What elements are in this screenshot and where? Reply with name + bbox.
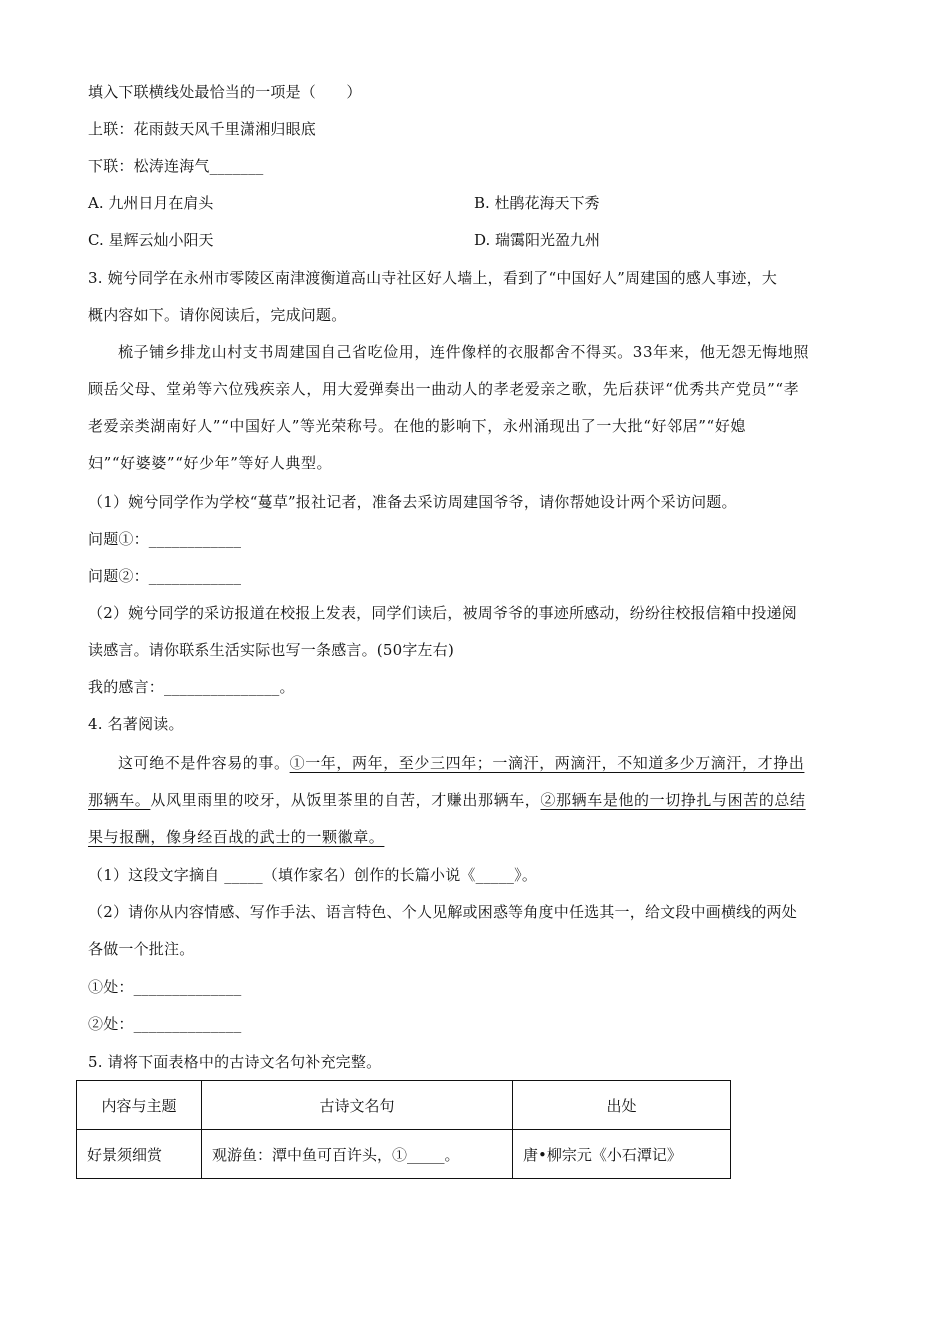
q2-option-a: A. 九州日月在肩头 bbox=[88, 194, 214, 212]
poetry-table bbox=[76, 1080, 731, 1179]
table-cell: 唐•柳宗元《小石潭记》 bbox=[513, 1130, 731, 1179]
q2-option-d: D. 瑞霭阳光盈九州 bbox=[474, 231, 601, 249]
q3-passage-line: 老爱亲类湖南好人”“中国好人”等光荣称号。在他的影响下，永州涌现出了一大批“好邻居”“好媳 bbox=[88, 417, 747, 435]
q4-underlined-2: ②那辆车是他的一切挣扎与困苦的总结 bbox=[540, 791, 806, 809]
q3-question-1: 问题①：____________ bbox=[88, 530, 242, 548]
q3-stem-cont: 概内容如下。请你阅读后，完成问题。 bbox=[88, 306, 347, 324]
q2-upper-couplet: 上联：花雨鼓天风千里潇湘归眼底 bbox=[88, 120, 317, 138]
q2-option-b: B. 杜鹃花海天下秀 bbox=[474, 194, 600, 212]
table-header-row bbox=[77, 1081, 731, 1130]
table-header-cell: 出处 bbox=[513, 1081, 731, 1130]
table-header-cell: 内容与主题 bbox=[77, 1081, 202, 1130]
q3-sub2-cont: 读感言。请你联系生活实际也写一条感言。(50字左右) bbox=[88, 641, 454, 659]
q4-passage-line-1 bbox=[118, 753, 804, 773]
q3-passage-line: 梳子铺乡排龙山村支书周建国自己省吃俭用，连件像样的衣服都舍不得买。33年来，他无怨无悔地照 bbox=[118, 343, 810, 361]
q3-sub2: （2）婉兮同学的采访报道在校报上发表，同学们读后，被周爷爷的事迹所感动，纷纷往校报信箱中投递阅 bbox=[88, 604, 797, 622]
q4-underlined-2-end: 果与报酬，像身经百战的武士的一颗徽章。 bbox=[88, 828, 385, 846]
q3-feeling: 我的感言：_______________。 bbox=[88, 678, 295, 696]
q4-passage-text: 这可绝不是件容易的事。 bbox=[118, 754, 290, 772]
table-row bbox=[77, 1130, 731, 1179]
q4-sub1: （1）这段文字摘自 _____（填作家名）创作的长篇小说《_____》。 bbox=[88, 866, 538, 884]
q3-passage-line: 妇”“好婆婆”“好少年”等好人典型。 bbox=[88, 454, 333, 472]
q4-passage-line-2 bbox=[88, 790, 806, 810]
q2-option-c: C. 星辉云灿小阳天 bbox=[88, 231, 214, 249]
q3-passage-line: 顾岳父母、堂弟等六位残疾亲人，用大爱弹奏出一曲动人的孝老爱亲之歌，先后获评“优秀共产党员”“孝 bbox=[88, 380, 800, 398]
q4-note-1: ①处：______________ bbox=[88, 978, 242, 996]
table-cell: 好景须细赏 bbox=[77, 1130, 202, 1179]
q4-underlined-1-end: 那辆车。 bbox=[88, 791, 151, 809]
q4-passage-text: 从风里雨里的咬牙，从饭里茶里的自苦，才赚出那辆车， bbox=[150, 791, 541, 809]
q2-stem: 填入下联横线处最恰当的一项是（ ） bbox=[88, 83, 362, 101]
q4-sub2: （2）请你从内容情感、写作手法、语言特色、个人见解或困惑等角度中任选其一，给文段中画横线的两处 bbox=[88, 903, 797, 921]
q4-sub2-cont: 各做一个批注。 bbox=[88, 940, 195, 958]
q3-sub1: （1）婉兮同学作为学校“蔓草”报社记者，准备去采访周建国爷爷，请你帮她设计两个采访问题。 bbox=[88, 493, 737, 511]
q4-note-2: ②处：______________ bbox=[88, 1015, 242, 1033]
q2-lower-couplet: 下联：松涛连海气_______ bbox=[88, 157, 264, 175]
table-cell: 观游鱼：潭中鱼可百许头，①_____。 bbox=[202, 1130, 513, 1179]
q4-underlined-1: ①一年，两年，至少三四年；一滴汗，两滴汗，不知道多少万滴汗，才挣出 bbox=[289, 754, 805, 772]
q3-stem: 3. 婉兮同学在永州市零陵区南津渡衡道高山寺社区好人墙上，看到了“中国好人”周建国的感人事迹，大 bbox=[88, 269, 778, 287]
q3-question-2: 问题②：____________ bbox=[88, 567, 242, 585]
q4-passage-line-3 bbox=[88, 827, 384, 847]
q5-stem: 5. 请将下面表格中的古诗文名句补充完整。 bbox=[88, 1053, 382, 1071]
table-header-cell: 古诗文名句 bbox=[202, 1081, 513, 1130]
q4-stem: 4. 名著阅读。 bbox=[88, 715, 184, 733]
